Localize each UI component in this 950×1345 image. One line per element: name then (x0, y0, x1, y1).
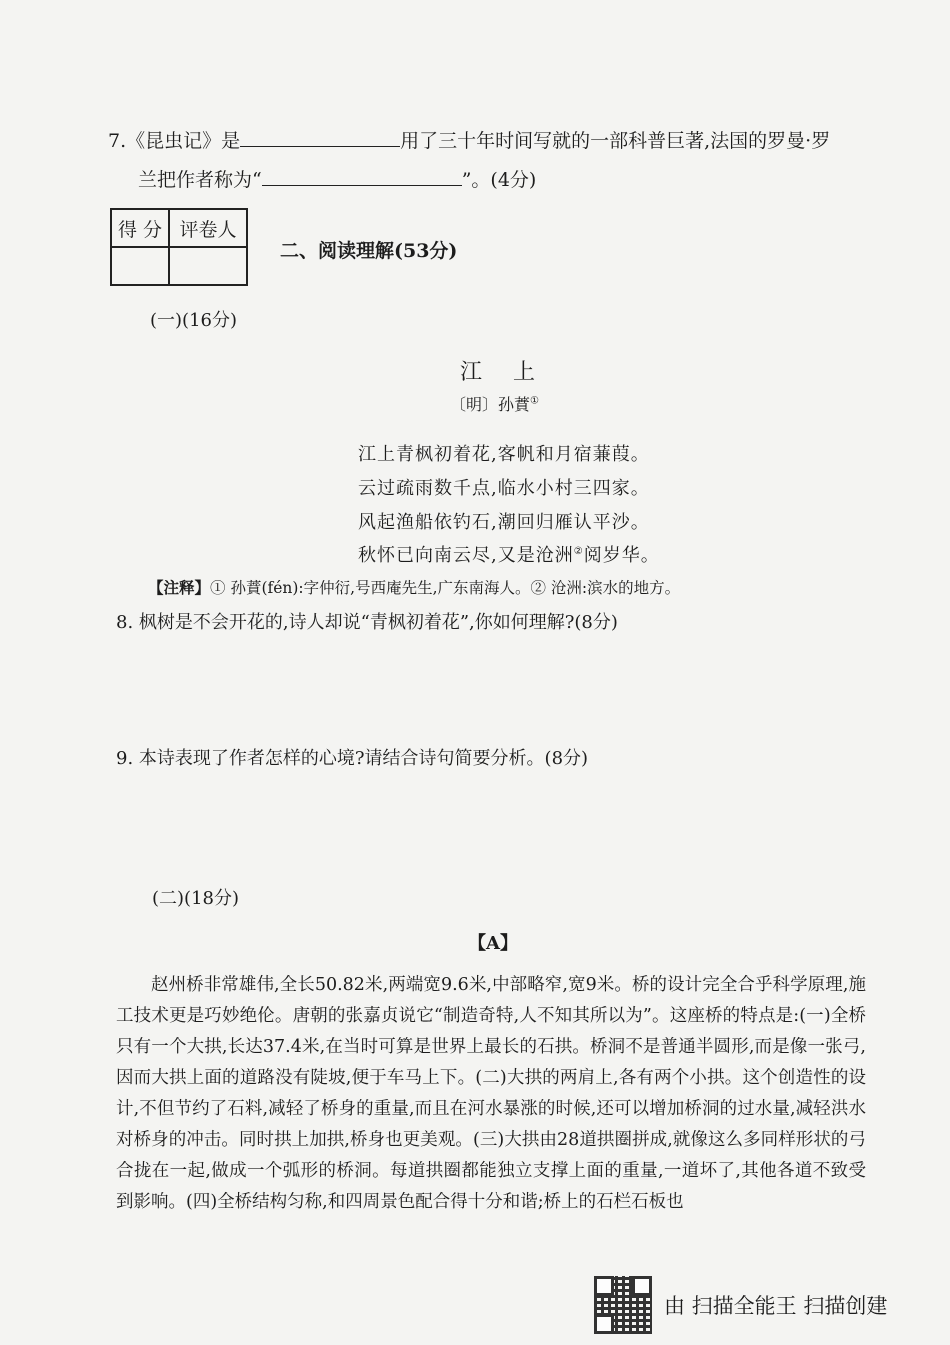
q7-text-c: 兰把作者称为“ (138, 169, 262, 191)
passage-a-text: 赵州桥非常雄伟,全长50.82米,两端宽9.6米,中部略窄,宽9米。桥的设计完全合乎科学原理,施工技术更是巧妙绝伦。唐朝的张嘉贞说它“制造奇特,人不知其所以为”。这座桥的特点是:(一)全桥只有一个大拱,长达37.4米,在当时可算是世界上最长的石拱。桥洞不是普通半圆形,而是像一张弓,因而大拱上面的道路没有陡坡,便于车马上下。(二)大拱的两肩上,各有两个小拱。这个创造性的设计,不但节约了石料,减轻了桥身的重量,而且在河水暴涨的时候,还可以增加桥洞的过水量,减轻洪水对桥身的冲击。同时拱上加拱,桥身也更美观。(三)大拱由28道拱圈拼成,就像这么多同样形状的弓合拢在一起,做成一个弧形的桥洞。每道拱圈都能独立支撑上面的重量,一道坏了,其他各道不致受到影响。(四)全桥结构匀称,和四周景色配合得十分和谐;桥上的石栏石板也 (116, 975, 866, 1212)
poem-author (450, 392, 539, 415)
q7-text-a: 7.《昆虫记》是 (108, 130, 241, 152)
question-7-line2 (138, 165, 536, 192)
question-9: 9. 本诗表现了作者怎样的心境?请结合诗句简要分析。(8分) (116, 748, 589, 769)
q7-blank-1 (240, 128, 400, 147)
q7-text-b: 用了三十年时间写就的一部科普巨著,法国的罗曼·罗 (400, 130, 831, 152)
passage-a-label: 【A】 (468, 933, 518, 954)
score-cell (111, 247, 169, 285)
author-note-mark: ① (530, 395, 539, 407)
poem-line-1: 江上青枫初着花,客帆和月宿蒹葭。 (358, 444, 650, 465)
poem-title: 江 上 (460, 360, 547, 385)
poem-line-4 (358, 541, 660, 567)
poem-line-3: 风起渔船依钓石,潮回归雁认平沙。 (358, 512, 650, 533)
section-2-title: 二、阅读理解(53分) (280, 240, 458, 262)
q7-blank-2 (262, 167, 462, 186)
annotation-text: ① 孙蕡(fén):字仲衍,号西庵先生,广东南海人。② 沧洲:滨水的地方。 (210, 579, 681, 597)
qr-code-icon (594, 1276, 652, 1334)
line-4-note-mark: ② (573, 546, 584, 557)
poem-line-2: 云过疏雨数千点,临水小村三四家。 (358, 478, 650, 499)
question-7-line1 (108, 126, 830, 153)
poem-line-4-end: 阅岁华。 (583, 545, 660, 566)
part-1-label: (一)(16分) (150, 310, 237, 331)
score-header: 得 分 (111, 209, 169, 247)
passage-a (116, 970, 866, 1218)
part-2-label: (二)(18分) (152, 888, 239, 909)
grader-cell (169, 247, 247, 285)
scanner-watermark-text: 由 扫描全能王 扫描创建 (664, 1294, 888, 1318)
question-8: 8. 枫树是不会开花的,诗人却说“青枫初着花”,你如何理解?(8分) (116, 612, 618, 633)
q7-text-d: ”。(4分) (461, 169, 537, 191)
grader-header: 评卷人 (169, 209, 247, 247)
annotation-label: 【注释】 (148, 578, 211, 597)
annotation (148, 576, 680, 598)
score-table (110, 208, 248, 286)
poem-line-4-start: 秋怀已向南云尽,又是沧洲 (358, 545, 574, 566)
poem-author-name: 〔明〕孙蕡 (450, 395, 531, 414)
